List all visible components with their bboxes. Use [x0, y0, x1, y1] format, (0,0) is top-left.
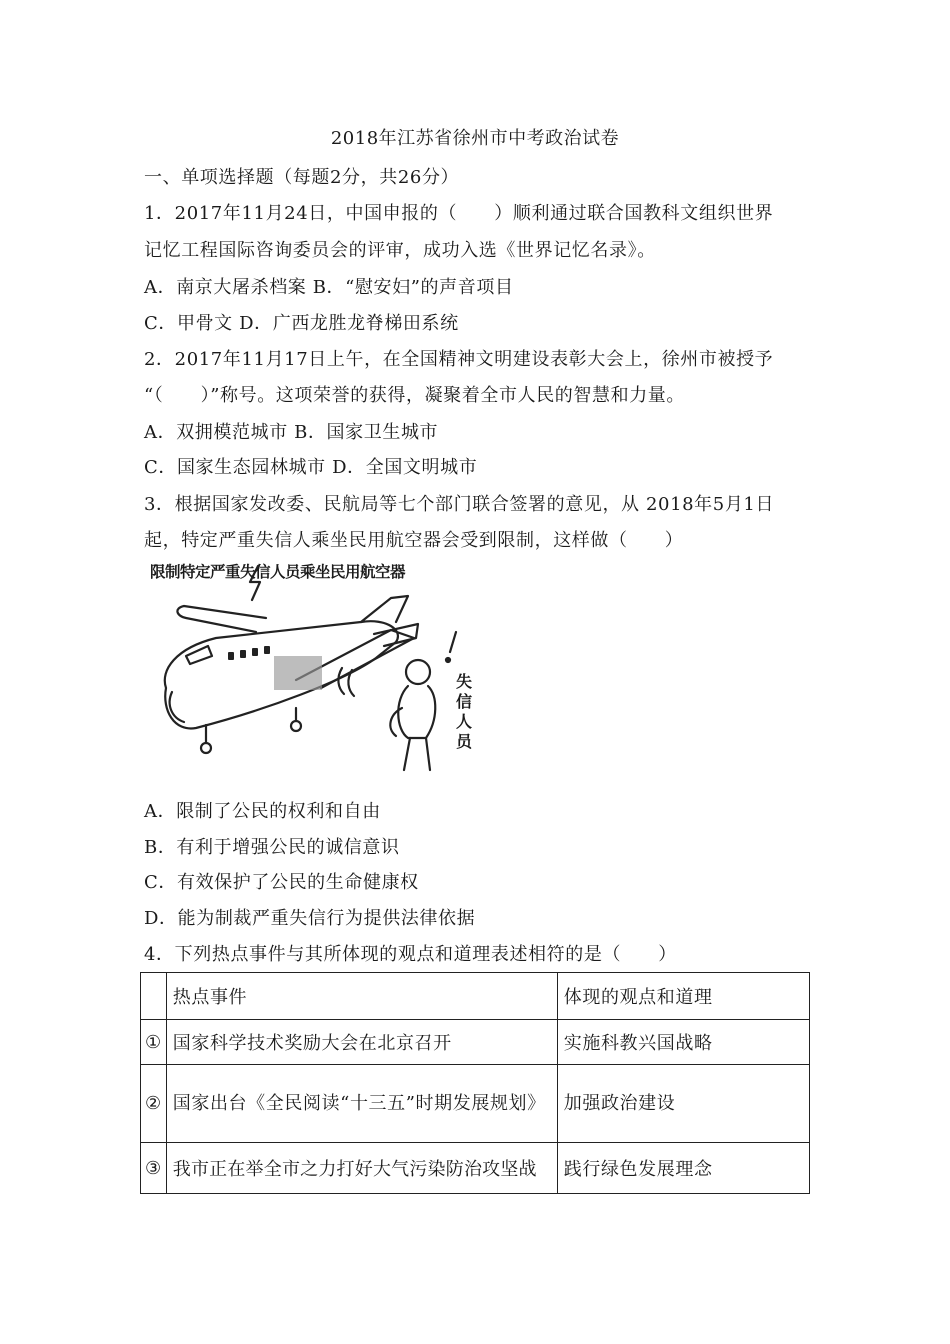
q2-option-ab: A．双拥模范城市 B．国家卫生城市	[144, 422, 439, 443]
q3-option-a: A．限制了公民的权利和自由	[144, 801, 381, 822]
hot-events-table	[140, 972, 810, 1194]
cartoon-side-label: 失 信 人 员	[455, 672, 472, 751]
q2-line-1: 2．2017年11月17日上午，在全国精神文明建设表彰大会上，徐州市被授予	[144, 349, 774, 370]
q1-line-1: 1．2017年11月24日，中国申报的（ ）顺利通过联合国教科文组织世界	[144, 203, 774, 224]
table-header-row	[141, 973, 810, 1020]
row-principle: 实施科教兴国战略	[557, 1020, 809, 1065]
q3-option-b: B．有利于增强公民的诚信意识	[144, 837, 400, 858]
q3-line-1: 3．根据国家发改委、民航局等七个部门联合签署的意见，从 2018年5月1日	[144, 494, 775, 515]
q4-line-1: 4．下列热点事件与其所体现的观点和道理表述相符的是（ ）	[144, 944, 677, 965]
header-cell-event: 热点事件	[166, 973, 557, 1020]
q3-option-d: D．能为制裁严重失信行为提供法律依据	[144, 908, 476, 929]
row-event: 国家出台《全民阅读“十三五”时期发展规划》	[166, 1065, 557, 1143]
q1-line-2: 记忆工程国际咨询委员会的评审，成功入选《世界记忆名录》。	[144, 240, 656, 261]
q2-option-cd: C．国家生态园林城市 D．全国文明城市	[144, 457, 478, 478]
row-index: ③	[141, 1143, 167, 1194]
header-cell-principle: 体现的观点和道理	[557, 973, 809, 1020]
row-index: ②	[141, 1065, 167, 1143]
row-index: ①	[141, 1020, 167, 1065]
table-row	[141, 1143, 810, 1194]
airplane-illustration	[146, 560, 476, 775]
table-row	[141, 1020, 810, 1065]
row-principle: 践行绿色发展理念	[557, 1143, 809, 1194]
row-principle: 加强政治建设	[557, 1065, 809, 1143]
q1-option-ab: A．南京大屠杀档案 B．“慰安妇”的声音项目	[144, 277, 514, 298]
header-cell-index	[141, 973, 167, 1020]
q3-cartoon	[146, 560, 476, 775]
section-heading: 一、单项选择题（每题2分，共26分）	[144, 167, 460, 188]
exam-title: 2018年江苏省徐州市中考政治试卷	[330, 128, 620, 149]
row-event: 我市正在举全市之力打好大气污染防治攻坚战	[166, 1143, 557, 1194]
row-event: 国家科学技术奖励大会在北京召开	[166, 1020, 557, 1065]
table-row	[141, 1065, 810, 1143]
q3-option-c: C．有效保护了公民的生命健康权	[144, 872, 419, 893]
q2-line-2: “（ ）”称号。这项荣誉的获得，凝聚着全市人民的智慧和力量。	[144, 385, 686, 406]
q1-option-cd: C．甲骨文 D．广西龙胜龙脊梯田系统	[144, 313, 459, 334]
cartoon-caption: 限制特定严重失信人员乘坐民用航空器	[150, 563, 406, 581]
q3-line-2: 起，特定严重失信人乘坐民用航空器会受到限制，这样做（ ）	[144, 530, 684, 551]
